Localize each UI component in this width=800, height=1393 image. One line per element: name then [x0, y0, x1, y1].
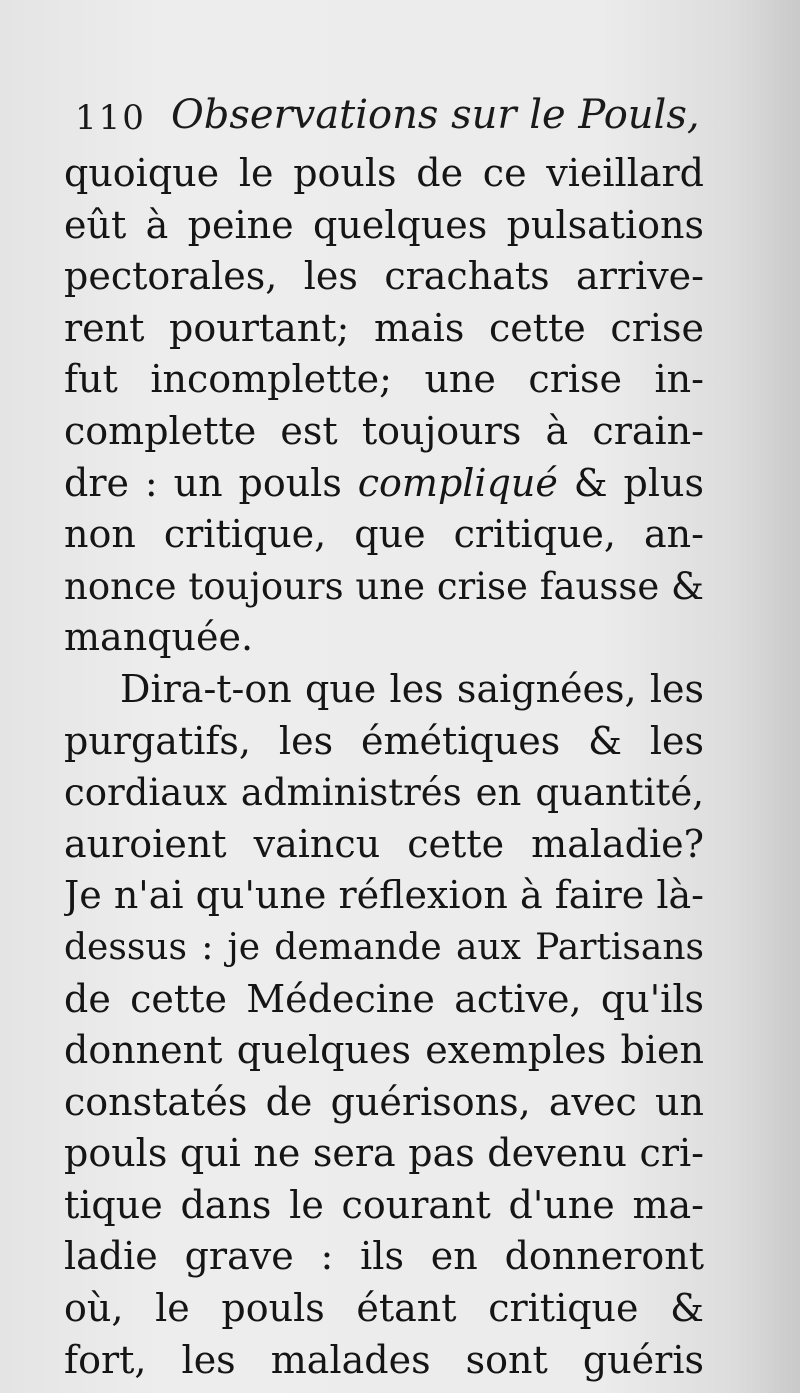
text-line: Je n'ai qu'une réflexion à faire là- — [64, 873, 704, 918]
text-line: rent pourtant; mais cette crise — [64, 305, 704, 350]
running-title: Observations sur le Pouls, — [171, 92, 700, 138]
text-line: manquée. — [64, 615, 254, 660]
text-line: donnent quelques exemples bien — [64, 1028, 704, 1073]
text-line: auroient vaincu cette maladie? — [64, 821, 704, 866]
text-fragment: & plus — [557, 460, 704, 505]
text-line: nonce toujours une crise fausse & — [64, 564, 704, 608]
text-line: fut incomplette; une crise in- — [64, 357, 704, 402]
text-line: ladie grave : ils en donneront — [64, 1234, 704, 1279]
page-number: 110 — [75, 98, 146, 138]
text-line: purgatifs, les émétiques & les — [64, 718, 704, 763]
text-line: où, le pouls étant critique & — [64, 1286, 704, 1331]
text-line: constatés de guérisons, avec un — [64, 1079, 704, 1124]
text-line: cordiaux administrés en quantité, — [64, 771, 704, 815]
text-line: pouls qui ne sera pas devenu cri- — [64, 1131, 704, 1176]
text-line — [64, 458, 704, 510]
text-line: dessus : je demande aux Partisans — [64, 926, 704, 968]
text-fragment: dre : un pouls — [64, 460, 358, 505]
body-text — [64, 148, 704, 1386]
text-line: non critique, que critique, an- — [64, 512, 704, 557]
text-line: complette est toujours à crain- — [64, 408, 704, 453]
page-header — [75, 92, 705, 148]
text-line: fort, les malades sont guéris — [64, 1337, 704, 1382]
text-line: quoique le pouls de ce vieillard — [64, 151, 704, 195]
italic-term: compliqué — [357, 460, 558, 505]
text-line: de cette Médecine active, qu'ils — [64, 976, 704, 1021]
paragraph-1 — [64, 148, 704, 664]
text-line: Dira-t-on que les saignées, les — [120, 666, 704, 711]
text-line: pectorales, les crachats arrive- — [64, 254, 704, 299]
text-line: tique dans le courant d'une ma- — [64, 1182, 704, 1227]
text-line: eût à peine quelques pulsations — [64, 202, 704, 247]
paragraph-2 — [64, 664, 704, 1386]
